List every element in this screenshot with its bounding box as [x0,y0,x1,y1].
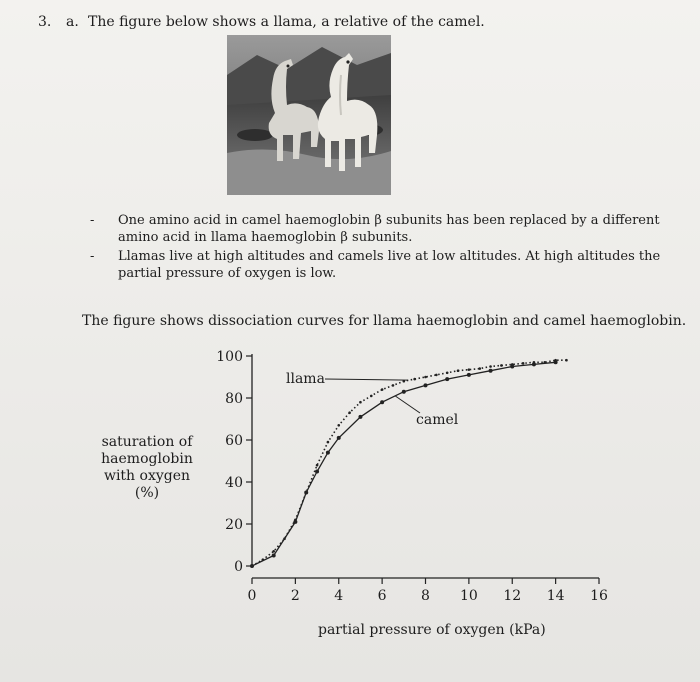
camel-point [532,362,536,366]
x-tick-label: 12 [503,588,522,604]
x-axis-label: partial pressure of oxygen (kPa) [318,622,546,638]
bullet-text: One amino acid in camel haemoglobin β subunits has been replaced by a different amino acid in llama haemoglobin β subunits. [118,213,660,245]
bullet-marker: - [90,213,95,228]
x-tick-label: 8 [421,588,430,604]
llama-point [435,374,438,377]
camel-point [293,520,297,524]
x-tick-label: 16 [590,588,608,604]
llama-point [316,464,319,467]
y-tick-label: 60 [225,433,243,449]
y-axis-label-line: (%) [134,485,160,501]
question-number: 3. [38,14,52,30]
llama-point [413,378,416,381]
camel-point [326,451,330,455]
llama-point [348,411,351,414]
x-tick-label: 10 [459,588,478,604]
llama-point [500,364,503,367]
llama-point [457,369,460,372]
figure-intro: The figure shows dissociation curves for llama haemoglobin and camel haemoglobin. [82,313,687,329]
llama-point [272,550,275,553]
question-part: a. [66,14,79,30]
camel-point [445,377,449,381]
camel-pointer [395,396,420,413]
camel-point [304,491,308,495]
llama-point [381,388,384,391]
camel-point [250,564,254,568]
y-axis-label-line: haemoglobin [101,451,193,467]
camel-point [315,470,319,474]
llama-label: llama [286,371,325,387]
camel-point [424,383,428,387]
y-tick-label: 0 [234,559,243,575]
llama-point [565,359,568,362]
camel-point [489,369,493,373]
llama-point [337,424,340,427]
camel-point [272,554,276,558]
camel-label: camel [416,412,459,428]
camel-point [358,415,362,419]
y-tick-label: 20 [225,517,243,533]
bullet-text: Llamas live at high altitudes and camels live at low altitudes. At high altitudes the partial pressure of oxygen is low. [118,249,661,281]
llama-point [468,368,471,371]
llama-point [478,367,481,370]
llama-curve [252,360,566,566]
x-tick-label: 2 [290,588,300,604]
x-tick-label: 0 [247,588,257,604]
llama-point [522,362,525,365]
llama-point [327,441,330,444]
llama-point [489,365,492,368]
llama-point [392,384,395,387]
question-text: The figure below shows a llama, a relative of the camel. [88,14,485,30]
camel-point [467,373,471,377]
y-tick-label: 100 [216,349,243,365]
y-tick-label: 80 [225,391,243,407]
camel-point [510,365,514,369]
y-axis-label-line: with oxygen [103,468,191,484]
camel-point [337,436,341,440]
x-tick-label: 14 [546,588,565,604]
bullet-marker: - [90,249,95,264]
camel-point [402,390,406,394]
llama-point [370,395,373,398]
x-tick-label: 4 [334,588,344,604]
camel-point [380,400,384,404]
y-axis-label-line: saturation of [101,434,193,450]
y-tick-label: 40 [225,475,243,491]
x-tick-label: 6 [377,588,387,604]
llama-pointer [325,379,408,380]
llama-point [446,372,449,375]
llama-point [359,401,362,404]
camel-point [554,360,558,364]
llama-point [424,376,427,379]
